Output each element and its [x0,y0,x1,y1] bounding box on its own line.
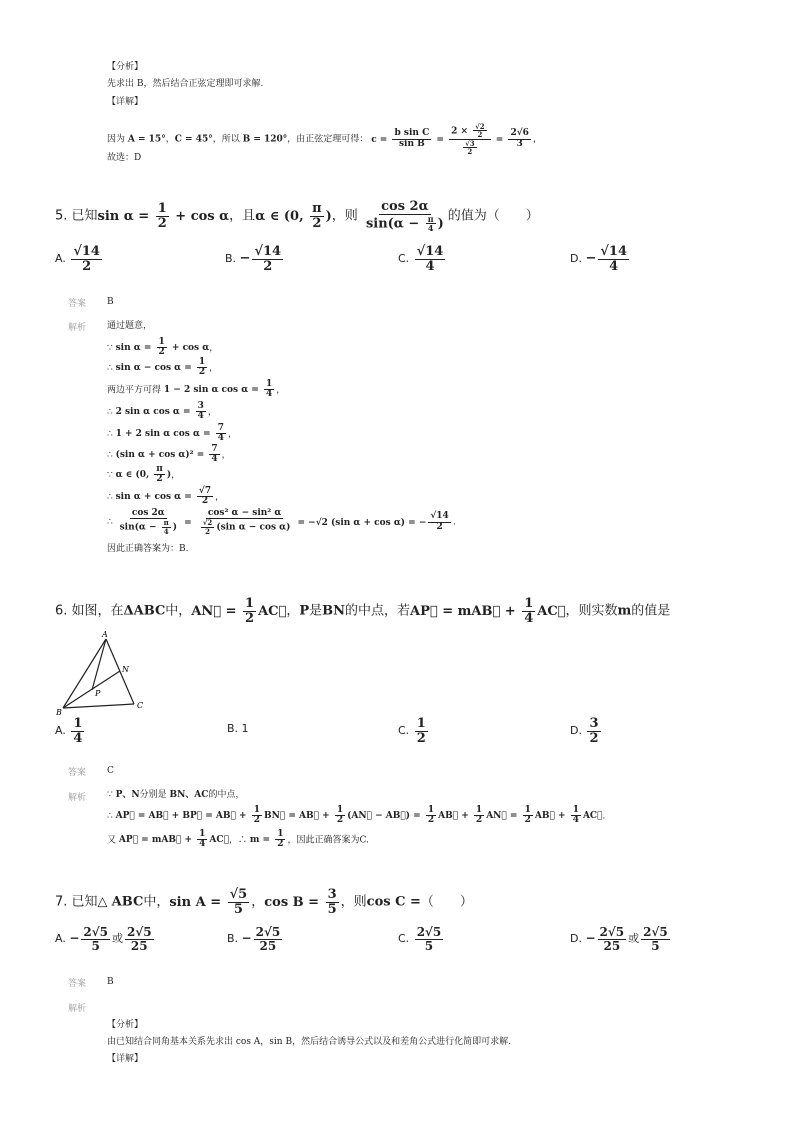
q5-step-6: ∴ (sin α + cos α)² = $\frac{7}{4}$ ， [107,444,231,465]
side-bc [63,704,134,708]
label-n: N [122,665,129,674]
q6-stem: 6. 如图，在ΔABC中，AN⃗ = $\frac{1}{2}$ AC⃗，P是BN的中点，若AP⃗ = mAB⃗ + $\frac{1}{4}$ AC⃗，则实数m的值是 [55,596,671,626]
segment-ap [92,639,106,690]
q7-answer-label: 答案 [68,979,87,989]
label-p: P [95,689,101,698]
q7-analysis-text: 由已知结合同角基本关系先求出 cos A，sin B，然后结合诱导公式以及和差角公式进行化简即可求解. [107,1037,511,1047]
q5-option-b[interactable]: B. − $\frac{√14}{2}$ [225,244,282,274]
q6-option-a[interactable]: A. $\frac{1}{4}$ [55,716,83,746]
q5-answer-label: 答案 [68,299,87,309]
q5-step-8: ∴ sin α + cos α = $\frac{√7}{2}$ ， [107,486,225,507]
q6-option-b[interactable]: B. 1 [227,722,249,735]
q6-analysis-label: 解析 [68,793,87,803]
q7-analysis-label: 解析 [68,1004,87,1014]
q6-step-2: 又 AP⃗ = mAB⃗ + $\frac{1}{4}$ AC⃗，∴ m = $\frac{1}{2}$ ，因此正确答案为C. [107,829,369,850]
q6-answer: C [107,766,114,776]
q5-step-2: ∴ sin α − cos α = $\frac{1}{2}$ ， [107,357,219,378]
q5-step-9: ∴ cos 2α sin(α − $\frac{\pi}{4}$ ) = cos² α − sin² α $\frac{√2}{2}$ (sin α − cos α) = −√2 (sin α + cos α) = − $\frac{√14}{2}$ . [107,508,456,536]
q5-step-4: ∴ 2 sin α cos α = $\frac{3}{4}$ ， [107,401,217,422]
q7-answer: B [107,977,114,987]
q6-triangle-figure [55,628,165,716]
q6-option-d[interactable]: D. $\frac{3}{2}$ [570,716,599,746]
prev-analysis-text: 先求出 B，然后结合正弦定理即可求解. [107,79,264,89]
q6-option-c[interactable]: C. $\frac{1}{2}$ [398,716,426,746]
q5-option-c[interactable]: C. $\frac{√14}{4}$ [398,244,444,274]
q5-option-a[interactable]: A. $\frac{√14}{2}$ [55,244,100,274]
label-c: C [137,701,144,710]
q5-step-0: 通过题意， [107,321,153,331]
prev-detail-tag: 【详解】 [107,97,144,107]
q5-step-7: ∵ α ∈ (0, $\frac{\pi}{2}$ )， [107,464,181,485]
q6-step-1: ∴ AP⃗ = AB⃗ + BP⃗ = AB⃗ + $\frac{1}{2}$ BN⃗ = AB⃗ + $\frac{1}{2}$ (AN⃗ − AB⃗) = $\frac{1}{2}$ AB⃗ + $\frac{1}{2}$ AN⃗ = $\frac{1}{2}$ AB⃗ + $\frac{1}{4}$ AC⃗. [107,805,606,826]
q5-analysis-label: 解析 [68,323,87,333]
q5-step-5: ∴ 1 + 2 sin α cos α = $\frac{7}{4}$ ， [107,423,237,444]
q7-option-b[interactable]: B. − $\frac{2√5}{25}$ [227,925,281,953]
q7-option-d[interactable]: D. − $\frac{2√5}{25}$ 或 $\frac{2√5}{5}$ [570,925,668,953]
label-b: B [56,708,62,716]
prev-choose: 故选：D [107,153,142,163]
q7-option-a[interactable]: A. − $\frac{2√5}{5}$ 或 $\frac{2√5}{25}$ [55,925,152,953]
q5-option-d[interactable]: D. − $\frac{√14}{4}$ [570,244,628,274]
q7-analysis-tag: 【分析】 [107,1020,144,1030]
segment-bn [63,671,120,708]
label-a: A [102,630,108,639]
q7-detail-tag: 【详解】 [107,1054,144,1064]
q6-step-0: ∵ P、N分别是 BN、AC的中点， [107,790,245,800]
q5-step-10: 因此正确答案为：B. [107,544,189,554]
q7-stem: 7. 已知△ ABC中，sin A = $\frac{√5}{5}$ ，cos B = $\frac{3}{5}$ ，则cos C =（ ） [55,887,473,917]
q5-stem: 5. 已知sin α = $\frac{1}{2}$ + cos α，且α ∈ (0, $\frac{\pi}{2}$ )，则 cos 2α sin(α − $\frac{\pi}{4}$ ) 的值为（ ） [55,199,539,234]
q5-answer: B [107,297,114,307]
q5-step-1: ∵ sin α = $\frac{1}{2}$ + cos α， [107,337,219,358]
prev-detail-text: 因为 A = 15°，C = 45°，所以 B = 120°，由正弦定理可得： c = $\frac{\text{b sin C}}{\text{sin B}}$ = 2 × $\frac{√2}{2}$ $\frac{√3}{2}$ = $\frac{2√6}{3}$ ， [107,122,542,157]
q6-answer-label: 答案 [68,768,87,778]
prev-analysis-tag: 【分析】 [107,62,144,72]
q5-step-3: 两边平方可得 1 − 2 sin α cos α = $\frac{1}{4}$ ， [107,379,286,400]
q7-option-c[interactable]: C. $\frac{2√5}{5}$ [398,925,442,953]
